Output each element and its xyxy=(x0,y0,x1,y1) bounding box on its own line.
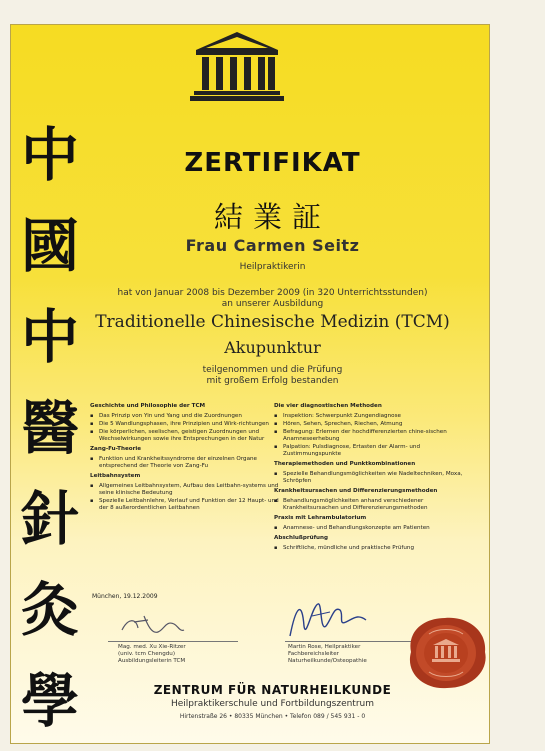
list-item: ▪ Spezielle Leitbahnlehre, Verlauf und Funktion der 12 Haupt- und der 8 außerordentlichen Leitbahnen xyxy=(90,498,285,512)
cjk-heading: 結業証 xyxy=(213,200,331,234)
signer-right xyxy=(288,644,367,665)
course-title: Traditionelle Chinesische Medizin (TCM) xyxy=(95,312,450,332)
list-item: ▪ Behandlungsmöglichkeiten anhand verschiedener Krankheitsursachen und Differenzierungsmethoden xyxy=(274,498,469,512)
signer-right-line: Fachbereichsleiter xyxy=(288,651,339,657)
school-name: ZENTRUM FÜR NATURHEILKUNDE xyxy=(153,683,392,697)
duration-text: hat von Januar 2008 bis Dezember 2009 (in 320 Unterrichtsstunden) xyxy=(117,288,428,298)
section-heading: Abschlußprüfung xyxy=(274,535,329,541)
signature-line-left xyxy=(108,641,238,642)
signer-right-line: Naturheilkunde/Osteopathie xyxy=(288,658,367,664)
place-date: München, 19.12.2009 xyxy=(92,593,158,600)
exam-text: teilgenommen und die Prüfung xyxy=(202,365,343,375)
signature-line-right xyxy=(285,641,415,642)
list-item: ▪ Allgemeines Leitbahnsystem, Aufbau des Leitbahn-systems und seine klinische Bedeutung xyxy=(90,483,285,497)
signer-left-line: (univ. tcm Chengdu) xyxy=(118,651,176,657)
signer-right-line: Martin Rose, Heilpraktiker xyxy=(288,644,361,650)
signature-left xyxy=(118,612,188,642)
list-item: ▪ Funktion und Krankheitssyndrome der einzelnen Organe entsprechend der Theorie von Zang-Fu xyxy=(90,456,285,470)
signature-right xyxy=(282,596,372,644)
signer-left xyxy=(118,644,186,665)
course-subtitle: Akupunktur xyxy=(224,338,321,357)
list-item: ▪ Anamnese- und Behandlungskonzepte am Patienten xyxy=(274,525,469,532)
list-item: ▪ Befragung: Erlernen der hochdifferenzierten chine-sischen Anamneseerhebung xyxy=(274,429,469,443)
cjk-character: 針 xyxy=(20,485,79,553)
list-item: ▪ Die körperlichen, seelischen, geistigen Zuordnungen und Wechselwirkungen sowie ihre Entsprechungen in der Natur xyxy=(90,429,285,443)
success-text: mit großem Erfolg bestanden xyxy=(206,376,339,386)
recipient-profession: Heilpraktikerin xyxy=(239,262,306,272)
section-heading: Zang-Fu-Theorie xyxy=(90,446,142,452)
curriculum-left xyxy=(90,403,285,513)
school-address: Hirtenstraße 26 • 80335 München • Telefon 089 / 545 931 - 0 xyxy=(179,713,366,720)
recipient-name: Frau Carmen Seitz xyxy=(185,236,360,255)
list-item: ▪ Palpation: Pulsdiagnose, Ertasten der Alarm- und Zustimmungspunkte xyxy=(274,444,469,458)
section-heading: Geschichte und Philosophie der TCM xyxy=(90,403,206,409)
list-item: ▪ Das Prinzip von Yin und Yang und die Zuordnungen xyxy=(90,413,285,420)
cjk-character: 中 xyxy=(20,303,79,371)
section-heading: Krankheitsursachen und Differenzierungsmethoden xyxy=(274,488,438,494)
training-text: an unserer Ausbildung xyxy=(221,299,324,309)
cjk-character: 國 xyxy=(20,212,79,280)
section-heading: Praxis mit Lehrambulatorium xyxy=(274,515,367,521)
signer-left-line: Mag. med. Xu Xie-Ritzer xyxy=(118,644,186,650)
cjk-character: 中 xyxy=(20,121,79,189)
wax-seal xyxy=(399,612,493,692)
list-item: ▪ Die 5 Wandlungsphasen, ihre Prinzipien und Wirk-richtungen xyxy=(90,421,285,428)
temple-logo xyxy=(190,30,285,102)
section-heading: Leitbahnsystem xyxy=(90,473,141,479)
cjk-character: 學 xyxy=(20,667,79,735)
cjk-character: 灸 xyxy=(20,576,79,644)
signer-left-line: Ausbildungsleiterin TCM xyxy=(118,658,186,664)
school-subtitle: Heilpraktikerschule und Fortbildungszentrum xyxy=(170,699,375,709)
list-item: ▪ Hören, Sehen, Sprechen, Riechen, Atmung xyxy=(274,421,469,428)
section-heading: Die vier diagnostischen Methoden xyxy=(274,403,382,409)
cjk-character: 醫 xyxy=(20,394,79,462)
list-item: ▪ Inspektion: Schwerpunkt Zungendiagnose xyxy=(274,413,469,420)
list-item: ▪ Schriftliche, mündliche und praktische Prüfung xyxy=(274,545,469,552)
list-item: ▪ Spezielle Behandlungsmöglichkeiten wie Nadeltechniken, Moxa, Schröpfen xyxy=(274,471,469,485)
curriculum-right xyxy=(274,403,469,553)
certificate-title: ZERTIFIKAT xyxy=(184,148,361,178)
section-heading: Therapiemethoden und Punktkombinationen xyxy=(274,461,416,467)
